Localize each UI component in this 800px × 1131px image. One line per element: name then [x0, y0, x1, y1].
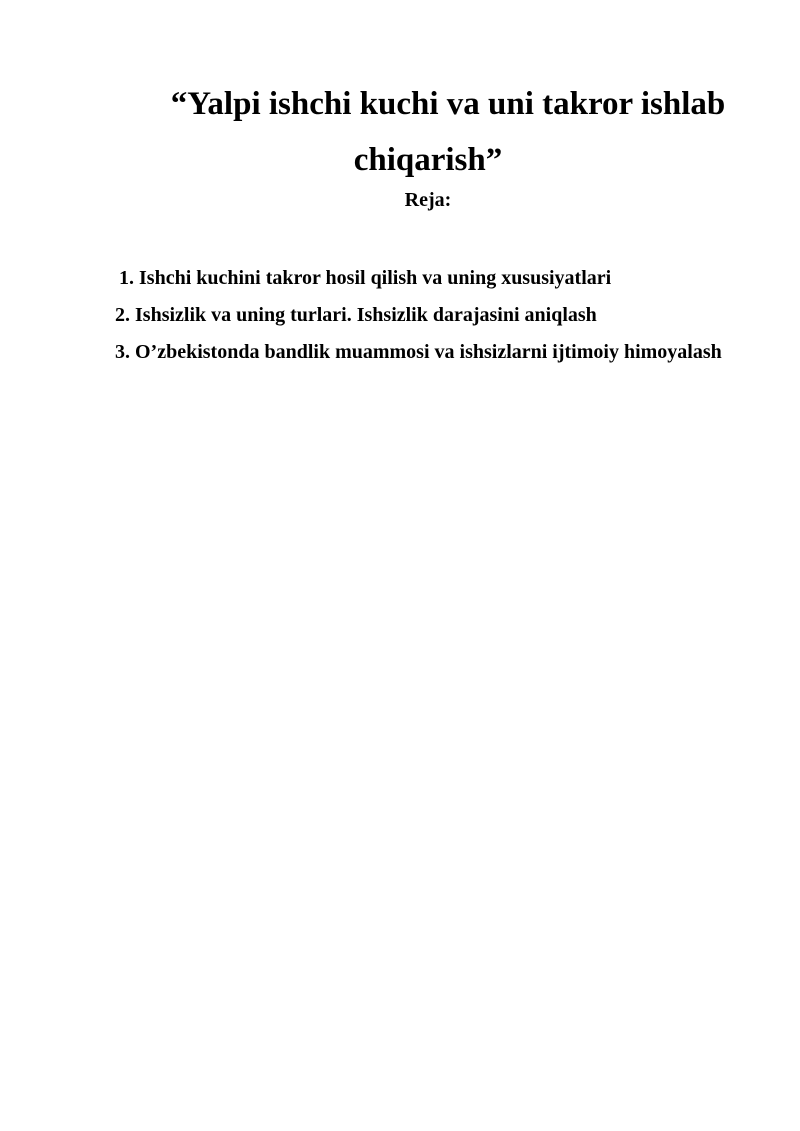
plan-list — [115, 260, 741, 371]
plan-heading: Reja: — [404, 189, 452, 211]
title-line-1: “Yalpi ishchi kuchi va uni takror ishlab — [170, 86, 726, 122]
plan-item-1: 1. Ishchi kuchini takror hosil qilish va uning xususiyatlari — [119, 267, 612, 289]
title-line-2: chiqarish” — [353, 142, 503, 178]
plan-item-3: 3. O’zbekistonda bandlik muammosi va ishsizlarni ijtimoiy himoyalash — [115, 341, 722, 363]
document-title — [115, 76, 741, 188]
plan-item-2: 2. Ishsizlik va uning turlari. Ishsizlik darajasini aniqlash — [115, 304, 597, 326]
